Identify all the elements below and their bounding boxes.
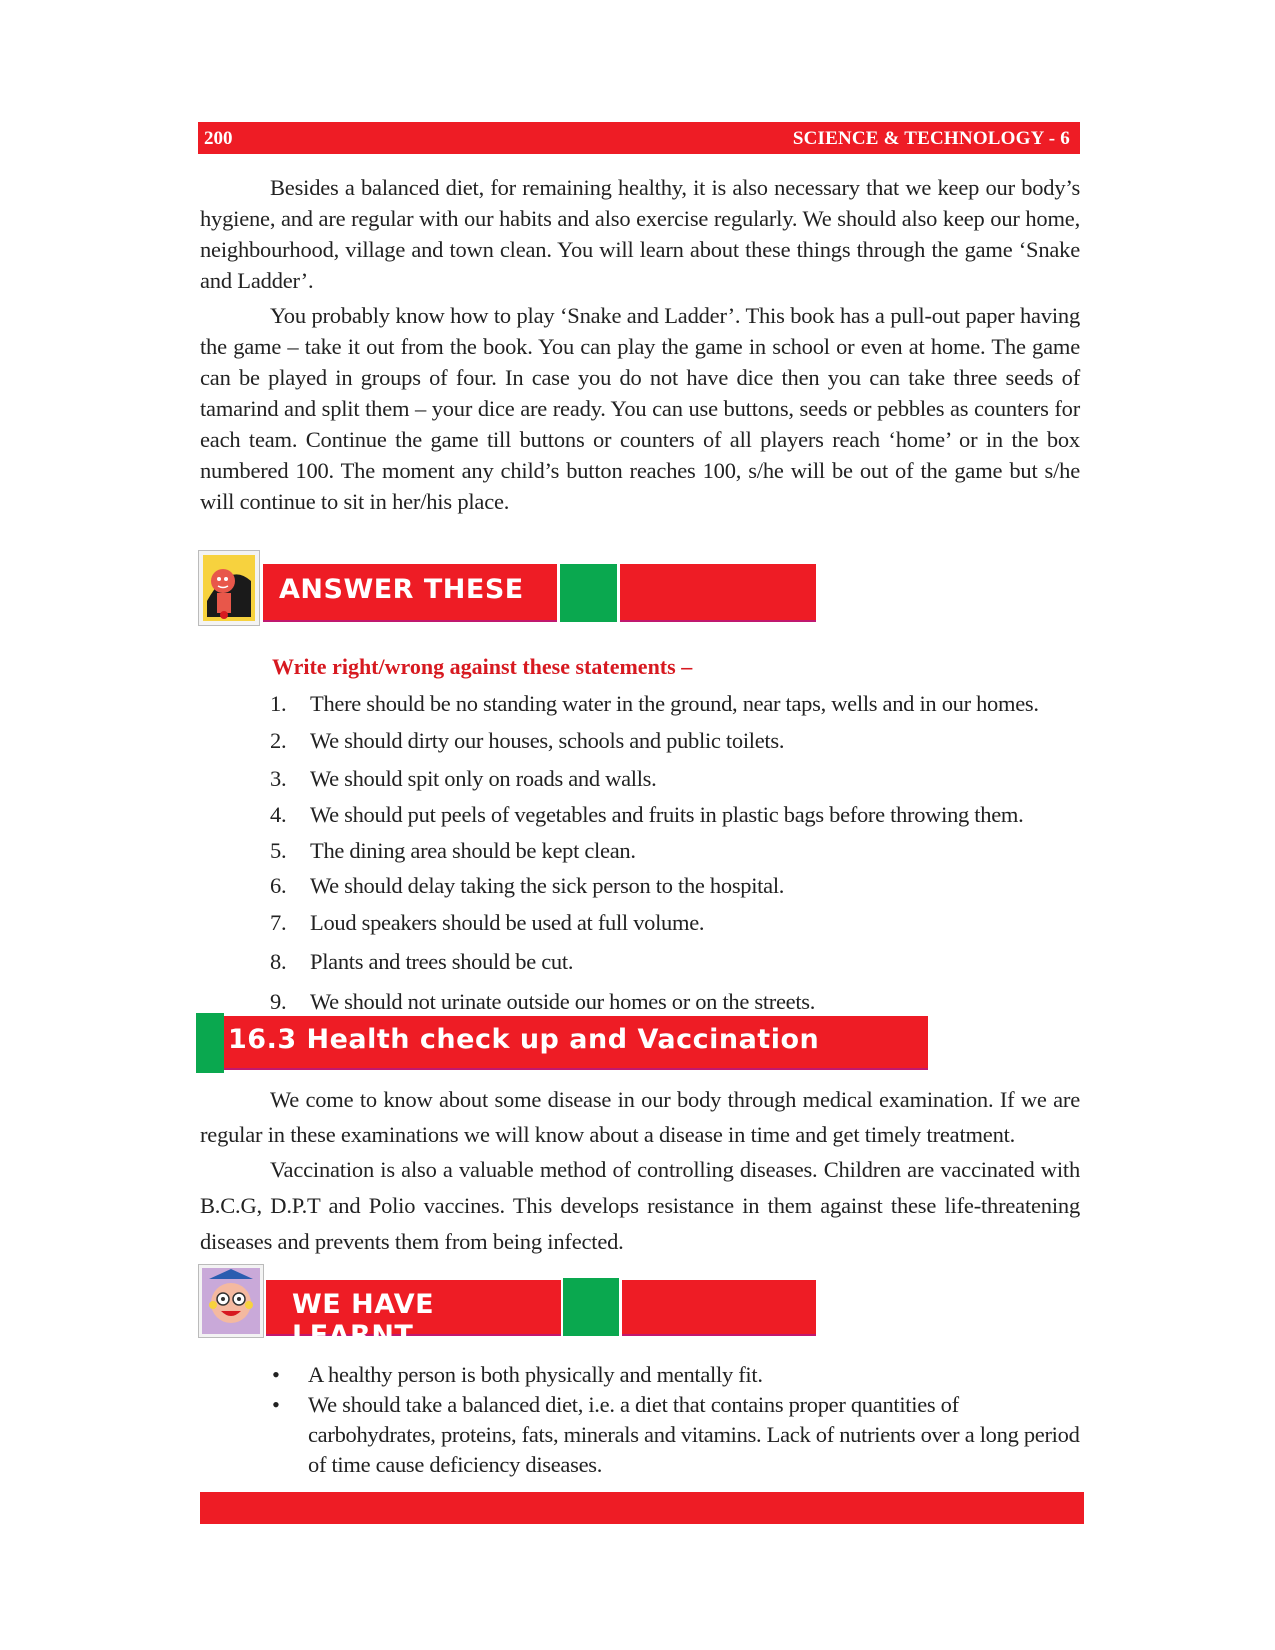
intro-paragraph-1: Besides a balanced diet, for remaining healthy, it is also necessary that we keep our body’s hygiene, and are regular with our habits and also exercise regularly. We should also keep our home, neighbourhood, village and town clean. You will learn about these things through the game ‘Snake and Ladder’. xyxy=(200,175,1080,293)
footer-bar xyxy=(200,1492,1084,1524)
section-title: 16.3 Health check up and Vaccination xyxy=(228,1024,820,1055)
we-have-learnt-green-block xyxy=(563,1278,619,1336)
smiling-child-icon xyxy=(198,1264,264,1338)
we-have-learnt-banner xyxy=(266,1280,561,1351)
list-item: 1. There should be no standing water in the ground, near taps, wells and in our homes. xyxy=(270,691,1039,716)
answer-these-red-block xyxy=(620,564,816,622)
page-number: 200 xyxy=(204,128,233,149)
answer-these-green-block xyxy=(560,564,617,622)
list-item: 3. We should spit only on roads and walls. xyxy=(270,766,657,791)
list-item: 6. We should delay taking the sick person to the hospital. xyxy=(270,873,785,898)
book-title: SCIENCE & TECHNOLOGY - 6 xyxy=(792,128,1070,149)
section-paragraph-2: Vaccination is also a valuable method of controlling diseases. Children are vaccinated with B.C.G, D.P.T and Polio vaccines. This develops resistance in them against these life-threatening diseases and prevents them from being infected. xyxy=(200,1157,1080,1254)
intro-paragraph-2: You probably know how to play ‘Snake and Ladder’. This book has a pull-out paper having the game – take it out from the book. You can play the game in school or even at home. The game can be played in groups of four. In case you do not have dice then you can take three seeds of tamarind and split them – your dice are ready. You can use buttons, seeds or pebbles as counters for each team. Continue the game till buttons or counters of all players reach ‘home’ or in the box numbered 100. The moment any child’s button reaches 100, s/he will be out of the game but s/he will continue to sit in her/his place. xyxy=(200,303,1080,514)
section-paragraph-1: We come to know about some disease in our body through medical examination. If we are regular in these examinations we will know about a disease in time and get timely treatment. xyxy=(200,1087,1080,1147)
list-item: 8. Plants and trees should be cut. xyxy=(270,949,574,974)
list-item: 7. Loud speakers should be used at full volume. xyxy=(270,910,705,935)
section-green-marker xyxy=(196,1013,224,1073)
list-item: 5. The dining area should be kept clean. xyxy=(270,838,636,863)
statements-list xyxy=(270,688,1039,1023)
section-heading-bar xyxy=(224,1016,928,1070)
page-header xyxy=(198,122,1080,154)
answer-these-title: ANSWER THESE xyxy=(279,574,524,605)
list-item: • A healthy person is both physically and mentally fit. xyxy=(272,1362,763,1387)
list-item: • We should take a balanced diet, i.e. a diet that contains proper quantities of carbohydrates, proteins, fats, minerals and vitamins. Lack of nutrients over a long period of time cause deficiency diseases. xyxy=(272,1392,1080,1477)
answer-these-banner xyxy=(263,564,557,622)
learnt-list xyxy=(270,1360,1080,1480)
list-item: 2. We should dirty our houses, schools and public toilets. xyxy=(270,728,785,753)
we-have-learnt-red-block xyxy=(622,1280,816,1336)
we-have-learnt-title: WE HAVE LEARNT xyxy=(292,1289,435,1351)
list-item: 4. We should put peels of vegetables and fruits in plastic bags before throwing them. xyxy=(270,802,1024,827)
child-thinking-icon xyxy=(198,550,260,626)
list-item: 9. We should not urinate outside our homes or on the streets. xyxy=(270,989,816,1014)
instruction-text: Write right/wrong against these statements – xyxy=(272,654,693,679)
